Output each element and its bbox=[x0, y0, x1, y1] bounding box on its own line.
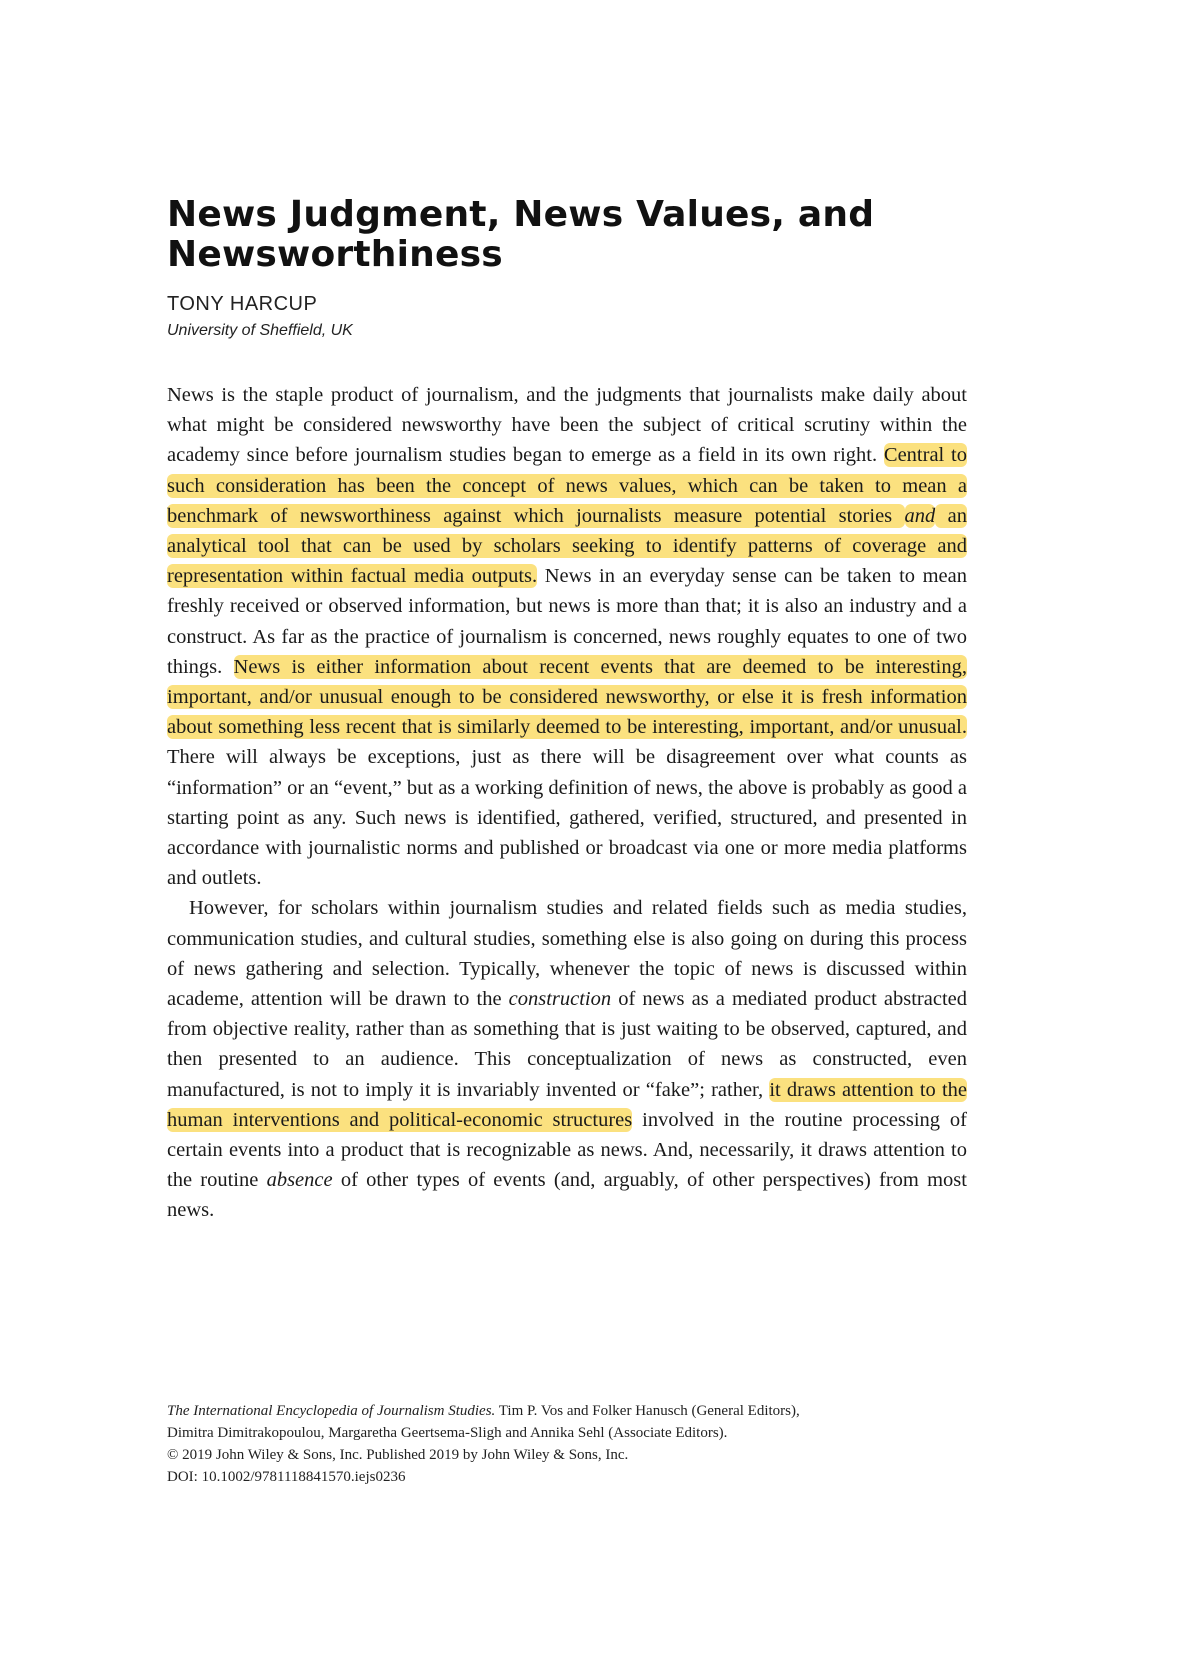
article-title: News Judgment, News Values, and Newsworthiness bbox=[167, 194, 875, 275]
author-name: TONY HARCUP bbox=[167, 293, 318, 315]
text-run: of news as a mediated product abstracted from objective reality, rather than as something that is just waiting to be observed, captured, and then presented to an audience. This conceptualization of news as constructed, even manufactured, is not to imply it is invariably invented or “fake”; rather, bbox=[167, 988, 967, 1101]
article-body bbox=[167, 380, 967, 1226]
italic-text: construction bbox=[508, 988, 612, 1011]
paragraph bbox=[167, 893, 967, 1225]
highlighted-text: an analytical tool that can be used by scholars seeking to identify patterns of coverage and representation within factual media outputs. bbox=[167, 504, 967, 588]
highlighted-text: News is either information about recent events that are deemed to be interesting, important, and/or unusual enough to be considered newsworthy, or else it is fresh information about something less recent that is similarly deemed to be interesting, important, and/or unusual. bbox=[167, 655, 967, 739]
footer-line-1 bbox=[167, 1400, 987, 1422]
associate-editors: Dimitra Dimitrakopoulou, Margaretha Geertsema-Sligh and Annika Sehl (Associate Editors). bbox=[167, 1425, 728, 1441]
text-run: There will always be exceptions, just as there will be disagreement over what counts as “information” or an “event,” but as a working definition of news, the above is probably as good a starting point as any. Such news is identified, gathered, verified, structured, and presented in accordance with journalistic norms and published or broadcast via one or more media platforms and outlets. bbox=[167, 746, 967, 890]
text-run: of other types of events (and, arguably, of other perspectives) from most news. bbox=[167, 1169, 967, 1222]
text-run: involved in the routine processing of certain events into a product that is recognizable as news. And, necessarily, it draws attention to the routine bbox=[167, 1108, 967, 1192]
highlighted-text: Central to such consideration has been the concept of news values, which can be taken to mean a benchmark of newsworthiness against which journalists measure potential stories bbox=[167, 444, 967, 527]
text-run: However, for scholars within journalism studies and related fields such as media studies, communication studies, and cultural studies, something else is also going on during this process of news gathering and selection. Typically, whenever the topic of news is discussed within academe, attention will be drawn to the bbox=[167, 897, 967, 1011]
encyclopedia-title: The International Encyclopedia of Journalism Studies. bbox=[167, 1403, 496, 1419]
general-editors: Tim P. Vos and Folker Hanusch (General Editors), bbox=[495, 1403, 800, 1419]
paragraph bbox=[167, 380, 967, 893]
author-affiliation: University of Sheffield, UK bbox=[167, 322, 353, 339]
highlight bbox=[167, 655, 967, 739]
doi-line: DOI: 10.1002/9781118841570.iejs0236 bbox=[167, 1469, 406, 1485]
highlighted-text: it draws attention to the human interventions and political-economic structures bbox=[167, 1078, 967, 1131]
italic-text: absence bbox=[266, 1169, 333, 1192]
citation-footer bbox=[167, 1400, 987, 1488]
text-run: News is the staple product of journalism, and the judgments that journalists make daily about what might be considered newsworthy have been the subject of critical scrutiny within the academy since before journalism studies began to emerge as a field in its own right. bbox=[167, 384, 967, 467]
text-run: News in an everyday sense can be taken to mean freshly received or observed information, but news is more than that; it is also an industry and a construct. As far as the practice of journalism is concerned, news roughly equates to one of two things. bbox=[167, 565, 967, 678]
highlighted-text: and bbox=[904, 504, 936, 527]
highlight bbox=[905, 504, 936, 528]
copyright-line: © 2019 John Wiley & Sons, Inc. Published 2019 by John Wiley & Sons, Inc. bbox=[167, 1447, 629, 1463]
